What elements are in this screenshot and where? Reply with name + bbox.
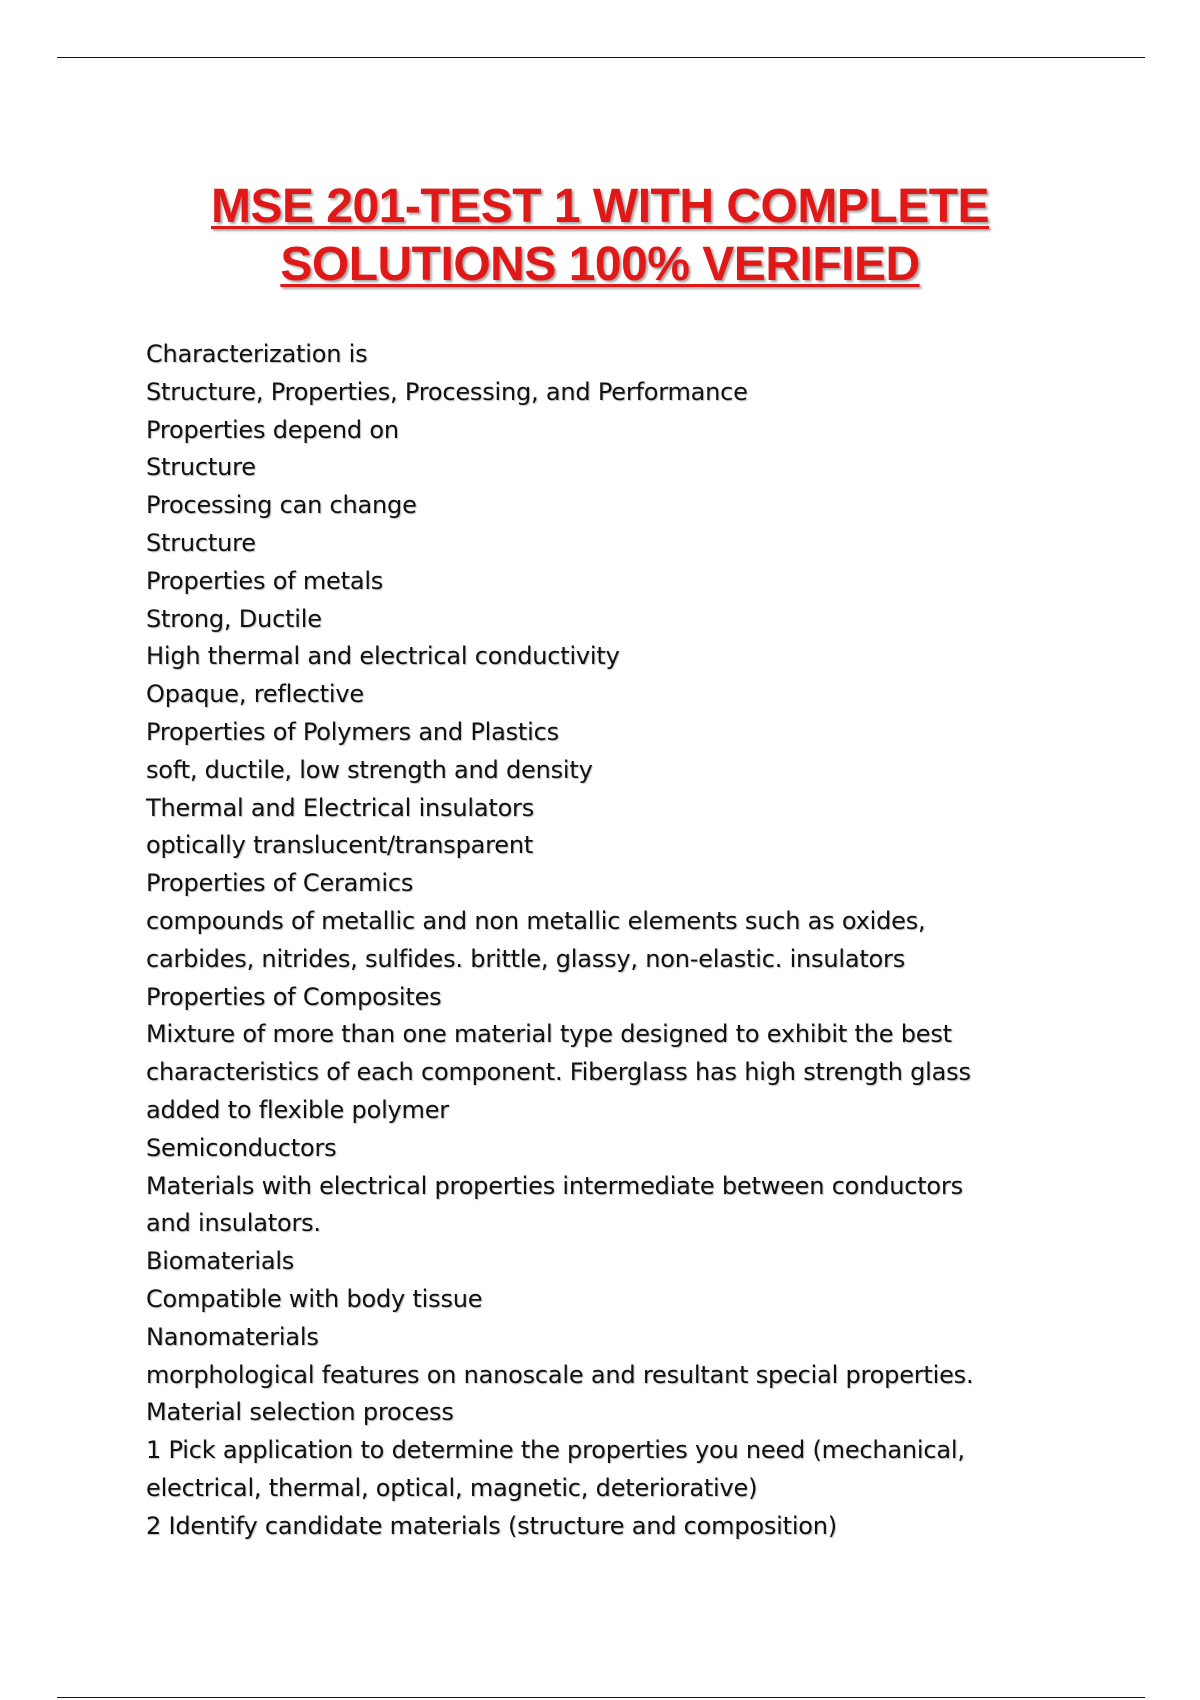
title-line-1: MSE 201-TEST 1 WITH COMPLETE [210,180,990,234]
text-line: characteristics of each component. Fiberglass has high strength glass [146,1058,971,1087]
text-line: Material selection process [146,1398,454,1427]
text-line: and insulators. [146,1209,321,1238]
text-line: Properties depend on [146,415,399,444]
title-line-2: SOLUTIONS 100% VERIFIED [280,238,920,292]
bottom-divider [57,1697,1145,1698]
text-line: Compatible with body tissue [146,1284,483,1313]
text-line: Properties of Polymers and Plastics [146,717,559,746]
text-line: Properties of Composites [146,982,442,1011]
text-line: 2 Identify candidate materials (structure and composition) [146,1511,837,1540]
text-line: morphological features on nanoscale and resultant special properties. [146,1360,974,1389]
text-line: Structure [146,528,256,557]
text-line: soft, ductile, low strength and density [146,755,593,784]
text-line: Thermal and Electrical insulators [146,793,535,822]
top-divider [57,57,1145,58]
text-line: added to flexible polymer [146,1095,449,1124]
text-line: Materials with electrical properties intermediate between conductors [146,1171,963,1200]
text-line: carbides, nitrides, sulfides. brittle, glassy, non-elastic. insulators [146,944,906,973]
text-line: compounds of metallic and non metallic elements such as oxides, [146,906,926,935]
text-line: Characterization is [146,340,368,368]
text-line: Processing can change [146,491,417,520]
text-line: electrical, thermal, optical, magnetic, deteriorative) [146,1473,758,1502]
text-line: Opaque, reflective [146,680,364,709]
text-line: Structure, Properties, Processing, and Performance [146,377,748,406]
text-line: Structure [146,453,256,482]
text-line: Semiconductors [146,1133,337,1162]
text-line: Properties of Ceramics [146,869,414,898]
text-line: 1 Pick application to determine the properties you need (mechanical, [146,1436,965,1465]
text-line: Nanomaterials [146,1322,319,1351]
document-body [146,336,1066,1546]
text-line: Biomaterials [146,1247,295,1276]
text-line: Properties of metals [146,566,384,595]
document-title [0,178,1200,294]
text-line: High thermal and electrical conductivity [146,642,620,671]
text-line: Mixture of more than one material type designed to exhibit the best [146,1020,952,1049]
text-line: Strong, Ductile [146,604,322,633]
text-line: optically translucent/transparent [146,831,534,860]
